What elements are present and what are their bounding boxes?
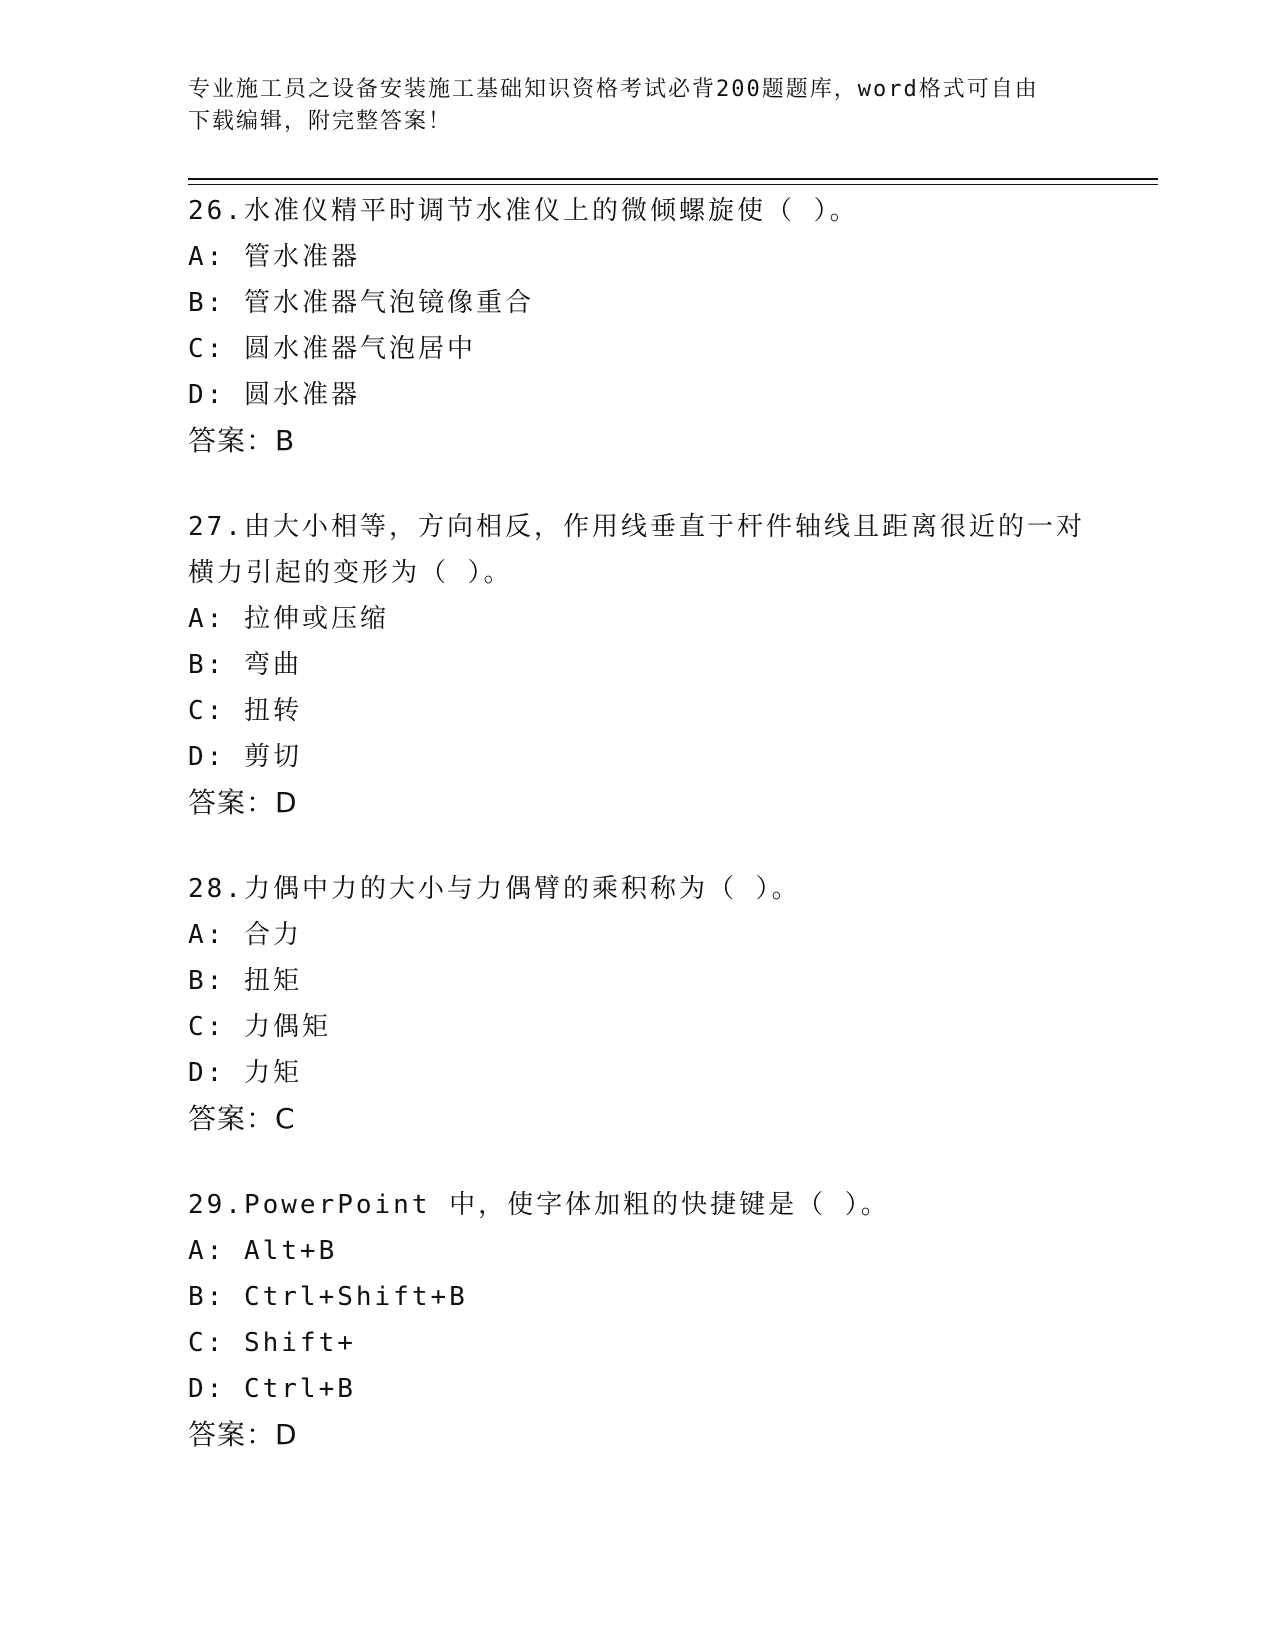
option-c: C: 力偶矩 [188, 1012, 331, 1042]
option-b: B: 扭矩 [188, 966, 302, 996]
option-c: C: 圆水准器气泡居中 [188, 334, 476, 364]
answer-line: 答案：D [188, 1418, 298, 1451]
question-26 [188, 188, 1088, 464]
option-d: D: Ctrl+B [188, 1374, 356, 1404]
question-list [188, 188, 1088, 1498]
question-27 [188, 504, 1088, 826]
header-line-1: 专业施工员之设备安装施工基础知识资格考试必背200题题库，word格式可自由 [188, 77, 1039, 102]
option-b: B: Ctrl+Shift+B [188, 1282, 468, 1312]
question-stem-continued: 横力引起的变形为（ ）。 [188, 558, 513, 588]
header-divider-thick [188, 178, 1158, 180]
question-29 [188, 1182, 1088, 1458]
question-stem: 27.由大小相等，方向相反，作用线垂直于杆件轴线且距离很近的一对 [188, 512, 1085, 542]
option-a: A: Alt+B [188, 1236, 338, 1266]
option-a: A: 拉伸或压缩 [188, 604, 389, 634]
option-c: C: 扭转 [188, 696, 302, 726]
question-stem: 28.力偶中力的大小与力偶臂的乘积称为（ ）。 [188, 874, 801, 904]
option-a: A: 合力 [188, 920, 302, 950]
answer-line: 答案：B [188, 424, 296, 457]
option-d: D: 力矩 [188, 1058, 302, 1088]
option-b: B: 弯曲 [188, 650, 302, 680]
question-stem: 26.水准仪精平时调节水准仪上的微倾螺旋使（ ）。 [188, 196, 859, 226]
question-stem: 29.PowerPoint 中，使字体加粗的快捷键是（ ）。 [188, 1190, 890, 1220]
option-b: B: 管水准器气泡镜像重合 [188, 288, 534, 318]
header-divider-thin [188, 184, 1158, 185]
answer-line: 答案：D [188, 786, 298, 819]
header-line-2: 下载编辑，附完整答案！ [188, 109, 453, 134]
option-d: D: 圆水准器 [188, 380, 360, 410]
option-a: A: 管水准器 [188, 242, 360, 272]
question-28 [188, 866, 1088, 1142]
document-header [188, 74, 1088, 138]
option-c: C: Shift+ [188, 1328, 356, 1358]
option-d: D: 剪切 [188, 742, 302, 772]
answer-line: 答案：C [188, 1102, 296, 1135]
